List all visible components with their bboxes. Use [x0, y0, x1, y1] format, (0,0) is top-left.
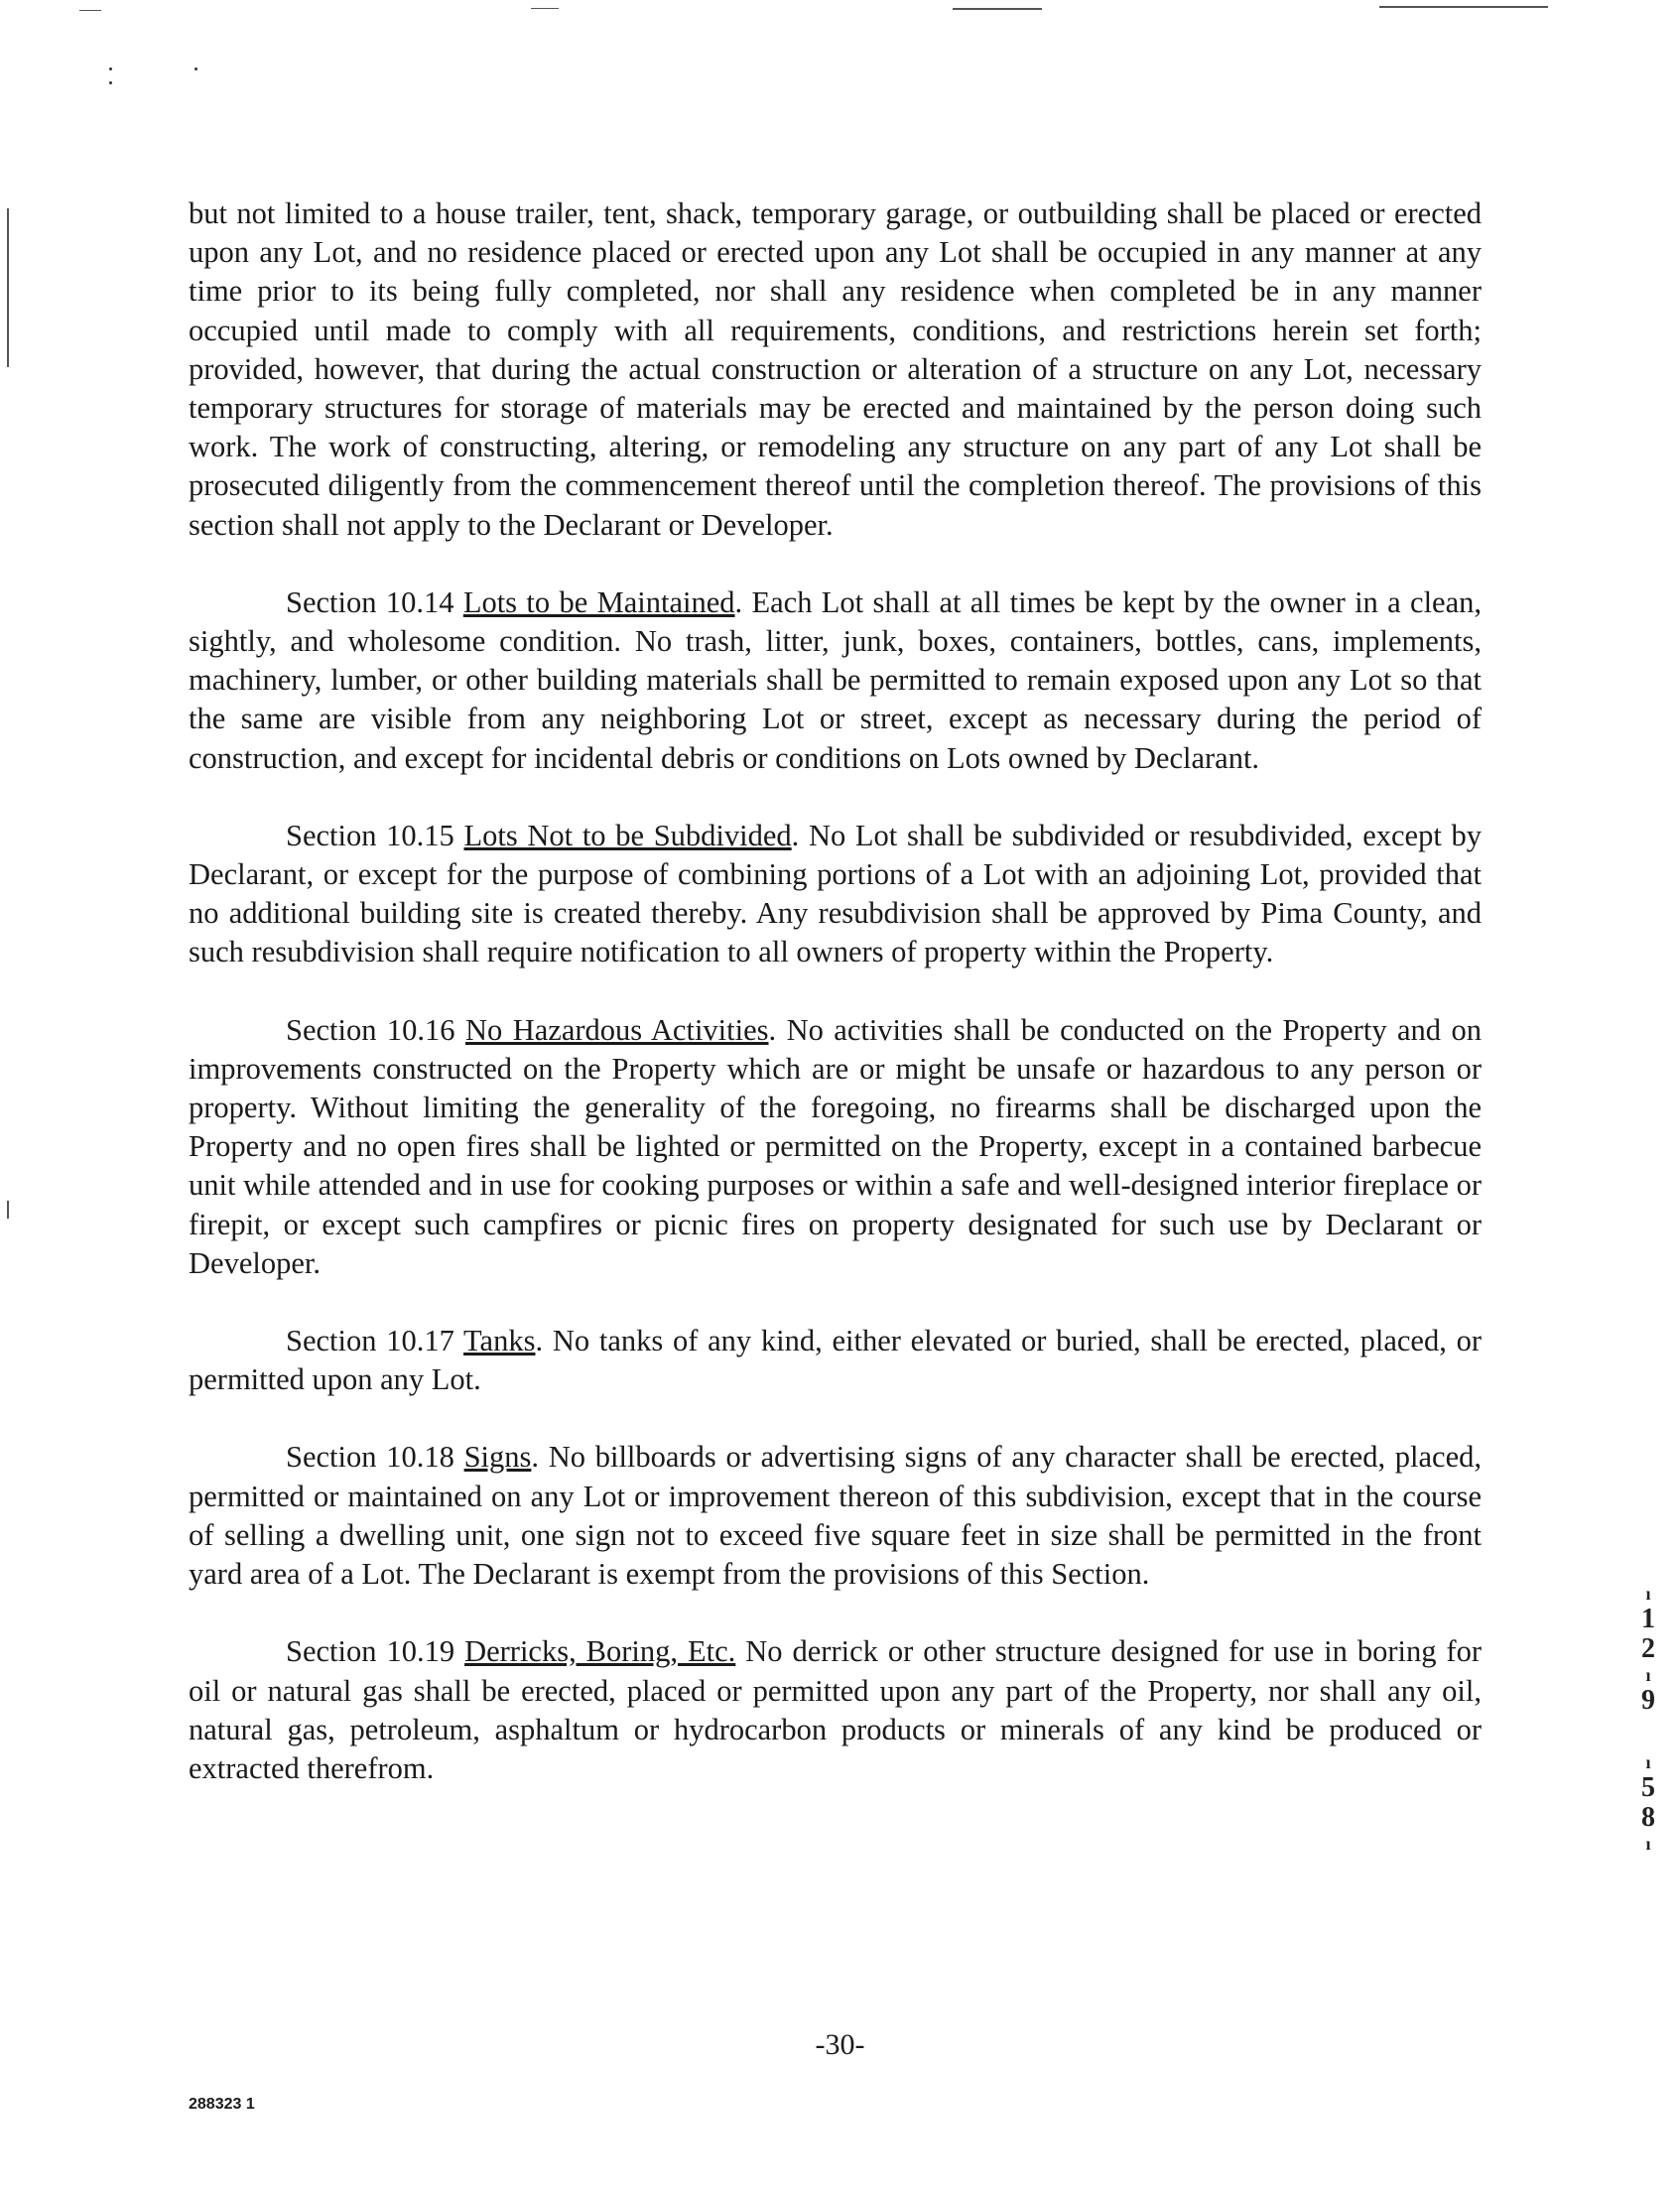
document-id: 288323 1	[189, 2096, 255, 2113]
stamp-mark: ı	[1645, 1665, 1651, 1685]
section-text: . Each Lot shall at all times be kept by the owner in a clean, sightly, and wholesome condition. No trash, litter, junk, boxes, containers, bottles, cans, implements, machinery, lumber, or other building materials shall be permitted to remain exposed upon any Lot so that the same are visible from any neighboring Lot or street, except as necessary during the period of construction, and except for incidental debris or conditions on Lots owned by Declarant.	[189, 584, 1483, 775]
stamp-digit: 2	[1641, 1633, 1655, 1664]
section-10-18	[189, 1438, 1482, 1594]
stamp-digit: 5	[1641, 1772, 1655, 1803]
top-scan-mark	[531, 8, 559, 9]
section-10-14	[189, 583, 1482, 778]
section-number: Section 10.19	[286, 1634, 455, 1669]
section-10-17	[189, 1322, 1482, 1399]
section-number: Section 10.16	[286, 1012, 455, 1047]
section-number: Section 10.18	[286, 1440, 454, 1475]
margin-scan-line	[7, 208, 9, 367]
stamp-digit: 9	[1641, 1685, 1655, 1716]
scan-dot	[109, 67, 112, 70]
top-scan-mark	[79, 10, 101, 11]
stamp-digit: 1	[1641, 1604, 1655, 1634]
section-heading: No Hazardous Activities	[465, 1012, 769, 1047]
stamp-mark: ı	[1645, 1752, 1651, 1772]
scan-dot	[194, 67, 197, 70]
section-text: . No tanks of any kind, either elevated or buried, shall be erected, placed, or permitted upon any Lot.	[189, 1324, 1482, 1397]
section-heading: Lots Not to be Subdivided	[463, 818, 792, 852]
document-body	[189, 194, 1482, 1827]
section-heading: Tanks	[463, 1324, 536, 1358]
section-10-19	[189, 1632, 1482, 1788]
scan-dot	[109, 81, 112, 84]
margin-scan-line	[7, 1201, 9, 1219]
section-number: Section 10.14	[286, 584, 454, 619]
stamp-mark: ı	[1645, 1834, 1651, 1854]
page-number: -30-	[815, 2028, 865, 2061]
section-text: . No Lot shall be subdivided or resubdivided, except by Declarant, or except for the purpose of combining portions of a Lot with an adjoining Lot, provided that no additional building site is created thereby. Any resubdivision shall be approved by Pima County, and such resubdivision shall require notification to all owners of property within the Property.	[189, 818, 1482, 969]
stamp-mark: ı	[1645, 1584, 1651, 1604]
section-heading: Derricks, Boring, Etc.	[464, 1634, 736, 1669]
top-scan-mark	[1379, 6, 1548, 8]
opening-paragraph: but not limited to a house trailer, tent, shack, temporary garage, or outbuilding shall be placed or erected upon any Lot, and no residence placed or erected upon any Lot shall be occupied in any manner at any time prior to its being fully completed, nor shall any residence when completed be in any manner occupied until made to comply with all requirements, conditions, and restrictions herein set forth; provided, however, that during the actual construction or alteration of a structure on any Lot, necessary temporary structures for storage of materials may be erected and maintained by the person doing such work. The work of constructing, altering, or remodeling any structure on any part of any Lot shall be prosecuted diligently from the commencement thereof until the completion thereof. The provisions of this section shall not apply to the Declarant or Developer.	[189, 196, 1482, 542]
section-text: . No activities shall be conducted on the Property and on improvements constructed on the Property which are or might be unsafe or hazardous to any person or property. Without limiting the generality of the foregoing, no firearms shall be discharged upon the Property and no open fires shall be lighted or permitted on the Property, except in a contained barbecue unit while attended and in use for cooking purposes or within a safe and well-designed interior fireplace or firepit, or except such campfires or picnic fires on property designated for such use by Declarant or Developer.	[189, 1012, 1482, 1280]
section-10-15	[189, 817, 1482, 972]
top-scan-mark	[953, 8, 1042, 10]
section-10-16	[189, 1011, 1482, 1283]
recording-stamp	[1631, 1583, 1665, 1855]
section-number: Section 10.15	[286, 818, 454, 852]
section-number: Section 10.17	[286, 1324, 454, 1358]
section-text: . No billboards or advertising signs of any character shall be erected, placed, permitted or maintained on any Lot or improvement thereon of this subdivision, except that in the course of selling a dwelling unit, one sign not to exceed five square feet in size shall be permitted in the front yard area of a Lot. The Declarant is exempt from the provisions of this Section.	[189, 1440, 1482, 1592]
section-heading: Lots to be Maintained	[462, 584, 735, 619]
stamp-gap	[1631, 1716, 1665, 1751]
stamp-digit: 8	[1641, 1802, 1655, 1833]
section-text: No derrick or other structure designed for use in boring for oil or natural gas shall be erected, placed or permitted upon any part of the Property, nor shall any oil, natural gas, petroleum, asphaltum or hydrocarbon products or minerals of any kind be produced or extracted therefrom.	[189, 1634, 1482, 1785]
section-heading: Signs	[463, 1440, 532, 1475]
